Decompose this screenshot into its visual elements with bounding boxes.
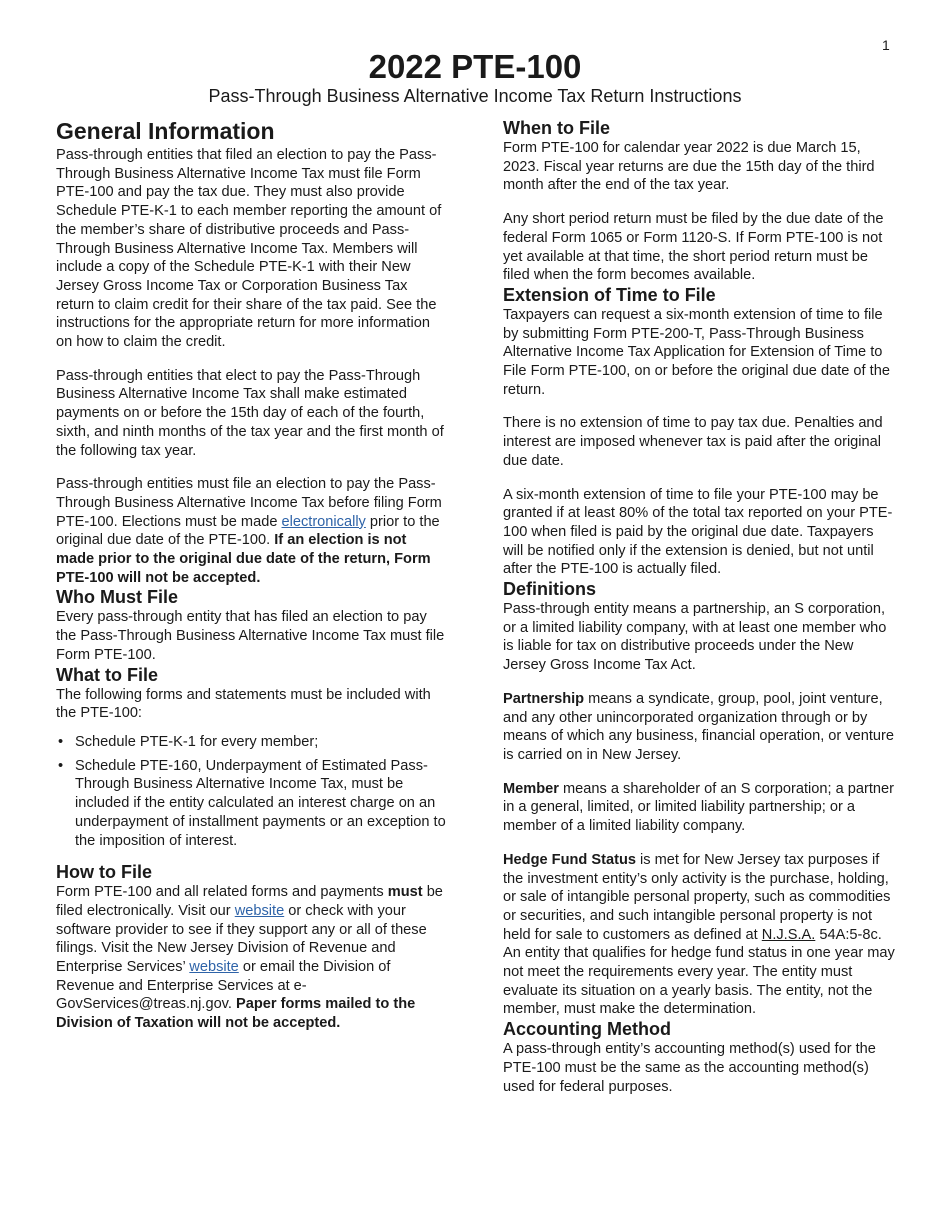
dores-website-link[interactable]: website bbox=[189, 959, 239, 976]
member-definition bbox=[503, 780, 896, 836]
how-text-d: or email the Division of Revenue and Enterprise Services at e-GovServices@treas.nj.gov. bbox=[56, 959, 391, 1013]
page-title: 2022 PTE-100 bbox=[368, 48, 582, 85]
definitions-heading: Definitions bbox=[503, 579, 596, 600]
page-subtitle: Pass-Through Business Alternative Income Tax Return Instructions bbox=[208, 86, 742, 106]
how-to-file-heading: How to File bbox=[56, 862, 152, 883]
general-information-heading: General Information bbox=[56, 118, 275, 144]
definitions-paragraph-1: Pass-through entity means a partnership, an S corporation, or a limited liability company, with at least one member who is liable for tax on distributive proceeds under the New Jersey Gross Income Tax Act. bbox=[503, 601, 887, 674]
website-link[interactable]: website bbox=[234, 902, 285, 919]
general-paragraph-3 bbox=[56, 475, 448, 587]
general-p3-text-a: Pass-through entities must file an election to pay the Pass-Through Business Alternative Income Tax before filing Form PTE-100. Elections must be made bbox=[56, 476, 442, 530]
how-must: must bbox=[387, 884, 423, 901]
accounting-paragraph: A pass-through entity’s accounting method(s) used for the PTE-100 must be the same as the accounting method(s) used for federal purposes. bbox=[503, 1041, 876, 1095]
extension-paragraph-3: A six-month extension of time to file your PTE-100 may be granted if at least 80% of the total tax reported on your PTE-100 when filed is paid by the original due date. Taxpayers will be notified only if the extension is denied, but not until after the PTE-100 is actually filed. bbox=[503, 486, 893, 578]
list-item: • Schedule PTE-160, Underpayment of Estimated Pass-Through Business Alternative Income Tax, must be included if the entity calculated an interest charge on an underpayment of installment payments or an exception to the imposition of interest. bbox=[56, 757, 448, 851]
general-p3-warning: If an election is not made prior to the original due date of the return, Form PTE-100 will not be accepted. bbox=[56, 532, 431, 586]
extension-heading: Extension of Time to File bbox=[503, 284, 716, 305]
when-paragraph-1: Form PTE-100 for calendar year 2022 is due March 15, 2023. Fiscal year returns are due the 15th day of the third month after the end of the tax year. bbox=[503, 140, 875, 194]
general-p3-text-b: prior to the original due date of the PTE-100. bbox=[56, 513, 440, 549]
member-term: Member bbox=[503, 780, 559, 797]
partnership-definition bbox=[503, 690, 896, 765]
when-paragraph-2: Any short period return must be filed by the due date of the federal Form 1065 or Form 1120-S. If Form PTE-100 is not yet available at that time, the short period return must be filed when the form becomes available. bbox=[503, 211, 884, 284]
when-to-file-heading: When to File bbox=[503, 118, 610, 138]
member-text: means a shareholder of an S corporation; a partner in a general, limited, or limited liability partnership; or a member of a limited liability company. bbox=[503, 780, 895, 835]
how-warning: Paper forms mailed to the Division of Taxation will not be accepted. bbox=[56, 996, 416, 1032]
partnership-text: means a syndicate, group, pool, joint venture, and any other unincorporated organization through or by means of which any business, financial operation, or venture is carried on in New Jersey. bbox=[503, 690, 895, 763]
extension-paragraph-2: There is no extension of time to pay tax due. Penalties and interest are imposed whenever tax is paid after the original due date. bbox=[503, 415, 883, 469]
left-column bbox=[56, 116, 448, 1033]
how-text-c: or check with your software provider to see if they support any or all of these filings. Visit the New Jersey Division of Revenue and Enterprise Services’ bbox=[56, 902, 427, 976]
how-to-file-paragraph bbox=[56, 883, 448, 1033]
hedge-fund-term: Hedge Fund Status bbox=[503, 851, 636, 868]
what-to-file-heading: What to File bbox=[56, 664, 158, 685]
right-column bbox=[503, 118, 896, 1096]
partnership-term: Partnership bbox=[503, 690, 585, 707]
what-to-file-paragraph: The following forms and statements must be included with the PTE-100: bbox=[56, 686, 431, 722]
how-text-a: Form PTE-100 and all related forms and payments bbox=[56, 884, 388, 901]
general-paragraph-1: Pass-through entities that filed an election to pay the Pass-Through Business Alternative Income Tax must file Form PTE-100 and pay the tax due. They must also provide Schedule PTE-K-1 to each member reporting the amount of the member’s share of distributive proceeds and Pass-Through Business Alternative Income Tax. Members will include a copy of the Schedule PTE-K-1 with their New Jersey Gross Income Tax or Corporation Business Tax return to claim credit for their share of the tax paid. See the instructions for the appropriate return for more information on how to claim the credit. bbox=[56, 147, 442, 351]
njsa-citation: N.J.S.A. bbox=[761, 926, 816, 943]
who-must-file-paragraph: Every pass-through entity that has filed an election to pay the Pass-Through Business Alternative Income Tax must file Form PTE-100. bbox=[56, 609, 445, 663]
page-number: 1 bbox=[882, 37, 890, 53]
accounting-method-heading: Accounting Method bbox=[503, 1019, 671, 1040]
who-must-file-heading: Who Must File bbox=[56, 587, 178, 608]
electronically-link[interactable]: electronically bbox=[281, 513, 366, 530]
hedge-text-b: 54A:5-8c. An entity that qualifies for hedge fund status in one year may not meet the requirements every year. The entity must evaluate its situation on a yearly basis. The entity, not the member, must make the determination. bbox=[503, 926, 895, 1018]
hedge-fund-definition bbox=[503, 851, 896, 1019]
list-item: • Schedule PTE-K-1 for every member; bbox=[56, 733, 448, 752]
general-paragraph-2: Pass-through entities that elect to pay the Pass-Through Business Alternative Income Tax shall make estimated payments on or before the 15th day of each of the fourth, sixth, and ninth months of the tax year and the first month of the following tax year. bbox=[56, 367, 444, 459]
extension-paragraph-1: Taxpayers can request a six-month extension of time to file by submitting Form PTE-200-T, Pass-Through Business Alternative Income Tax Application for Extension of Time to File Form PTE-100, on or before the original due date of the return. bbox=[503, 306, 890, 398]
hedge-text-a: is met for New Jersey tax purposes if the investment entity’s only activity is the purchase, holding, or sale of intangible personal property, such as commodities or securities, and such intangible personal property is not held for sale to customers as defined at bbox=[503, 851, 891, 943]
what-to-file-list bbox=[56, 733, 448, 850]
how-text-b: be filed electronically. Visit our bbox=[56, 884, 443, 919]
